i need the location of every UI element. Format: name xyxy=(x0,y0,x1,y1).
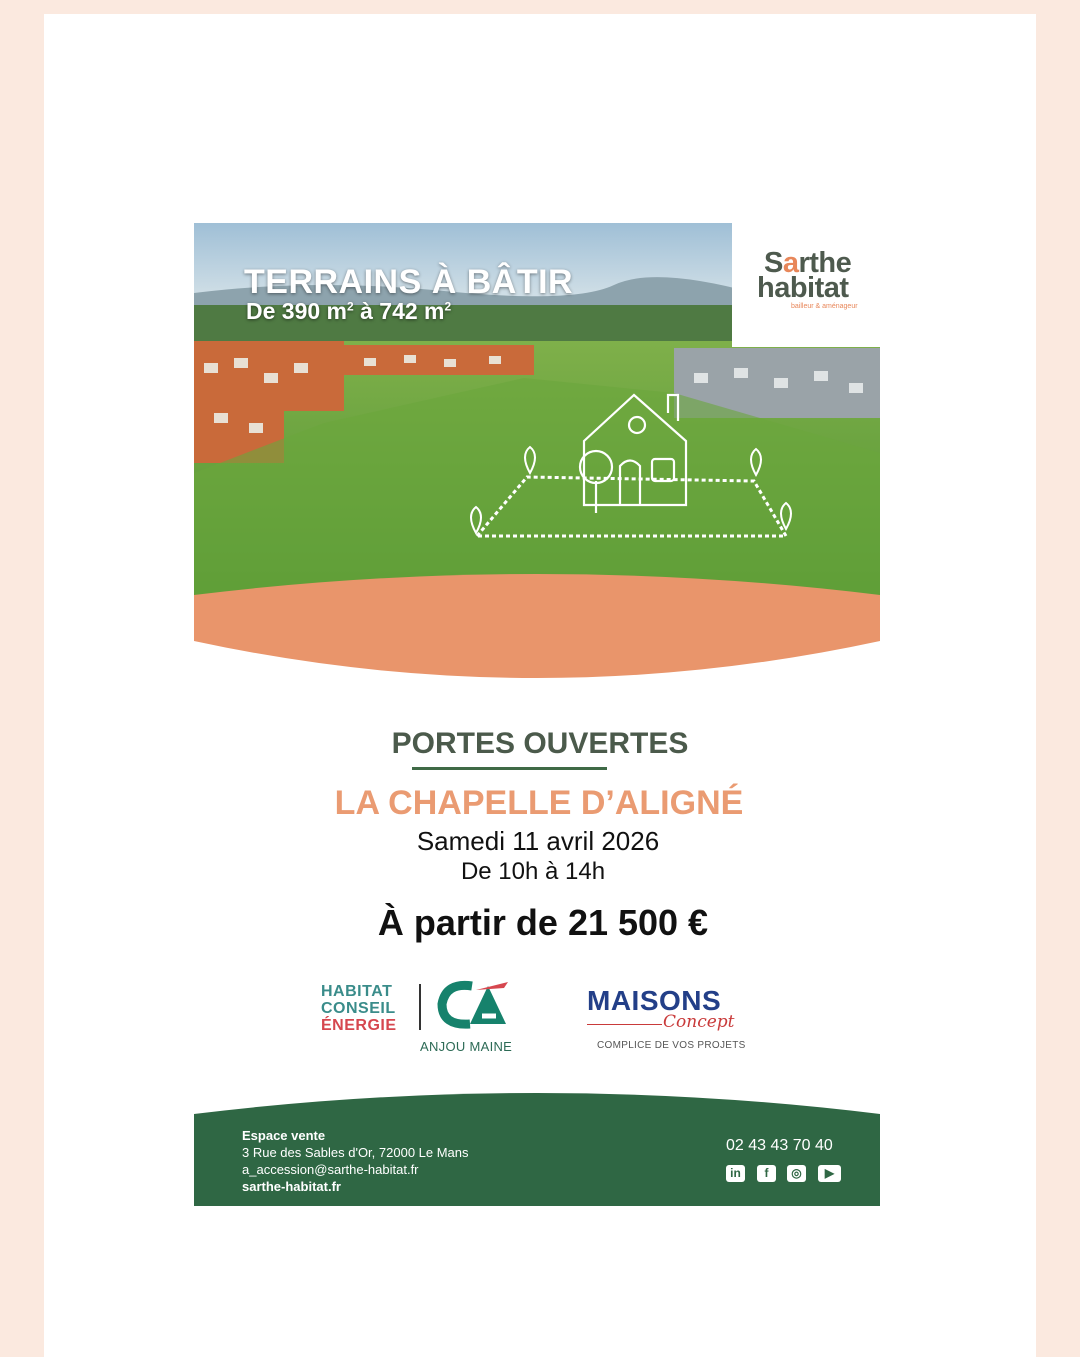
hero-title: TERRAINS À BÂTIR xyxy=(244,263,574,301)
credit-agricole-logo-icon xyxy=(436,980,512,1035)
maisons-concept-script: Concept xyxy=(663,1012,735,1032)
youtube-icon[interactable]: ▶ xyxy=(818,1165,841,1182)
instagram-icon[interactable]: ◎ xyxy=(787,1165,806,1182)
facebook-icon[interactable]: f xyxy=(757,1165,776,1182)
linkedin-icon[interactable]: in xyxy=(726,1165,745,1182)
habitat-conseil-energie-logo: HABITAT CONSEIL ÉNERGIE xyxy=(321,983,397,1034)
maisons-concept-title: MAISONS xyxy=(587,985,722,1016)
event-date: Samedi 11 avril 2026 xyxy=(416,826,660,856)
sarthe-habitat-logo: Sarthe habitat bailleur & aménageur xyxy=(732,223,880,347)
footer-label: Espace vente xyxy=(242,1128,326,1143)
event-hours: De 10h à 14h xyxy=(460,858,606,885)
event-city: LA CHAPELLE D’ALIGNÉ xyxy=(334,784,744,822)
footer-email[interactable]: a_accession@sarthe-habitat.fr xyxy=(242,1162,419,1177)
event-title: PORTES OUVERTES xyxy=(391,727,689,760)
footer-phone[interactable]: 02 43 43 70 40 xyxy=(726,1137,833,1154)
event-price: À partir de 21 500 € xyxy=(377,902,709,943)
footer-contact xyxy=(242,1127,469,1195)
footer-address: 3 Rue des Sables d'Or, 72000 Le Mans xyxy=(242,1145,469,1160)
hero-subtitle: De 390 $m^2$ à 742 $m^2$ xyxy=(246,298,452,324)
logo-separator xyxy=(419,984,421,1030)
title-divider xyxy=(412,767,607,770)
maisons-concept-line xyxy=(587,1024,662,1025)
credit-agricole-label: ANJOU MAINE xyxy=(420,1039,513,1054)
maisons-concept-tagline: COMPLICE DE VOS PROJETS xyxy=(597,1040,746,1051)
footer-website[interactable]: sarthe-habitat.fr xyxy=(242,1179,341,1194)
